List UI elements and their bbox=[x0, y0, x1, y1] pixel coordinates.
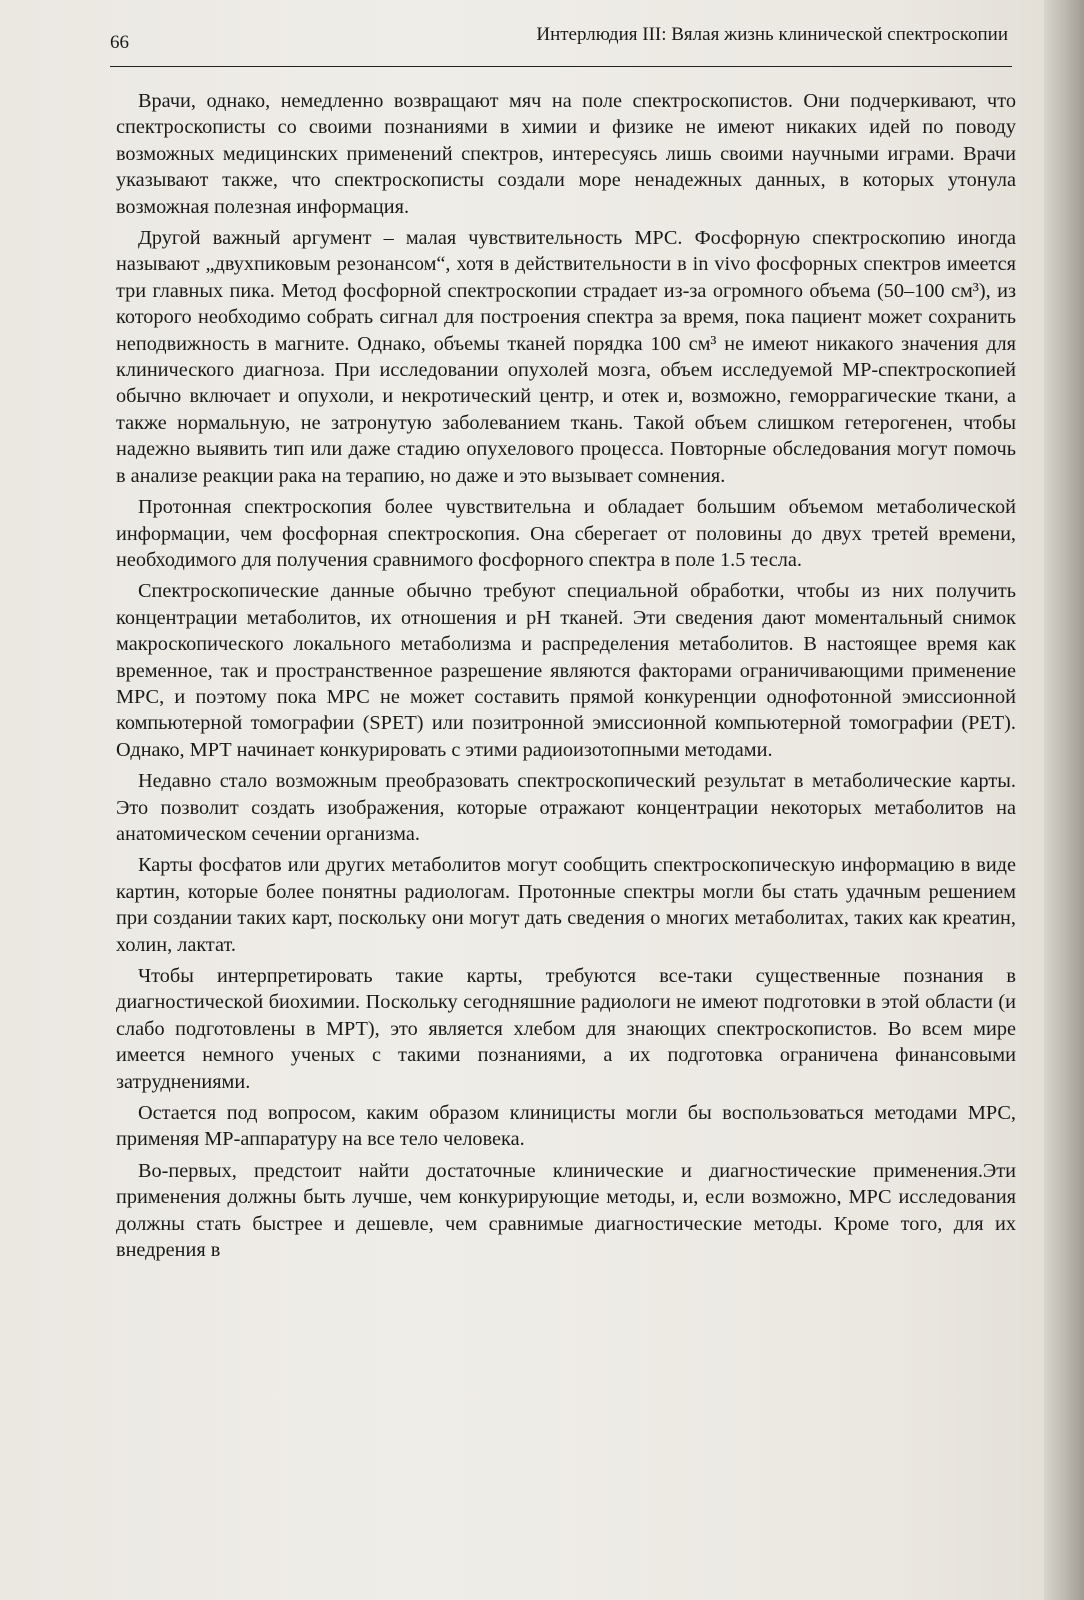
body-text bbox=[116, 88, 1016, 1268]
page-header bbox=[110, 22, 1012, 67]
paragraph-7: Чтобы интерпретировать такие карты, требуются все-таки существенные познания в диагностической биохимии. Поскольку сегодняшние радиологи не имеют подготовки в этой области (и слабо подготовлены в МРТ), это является хлебом для знающих спектроскопистов. Во всем мире имеется немного ученых с такими познаниями, а их подготовка ограничена финансовыми затруднениями. bbox=[116, 965, 1016, 1093]
paragraph-1: Врачи, однако, немедленно возвращают мяч на поле спектроскопистов. Они подчеркивают, что спектроскописты со своими познаниями в химии и физике не имеют никаких идей по поводу возможных медицинских применений спектров, интересуясь лишь своими научными играми. Врачи указывают также, что спектроскописты создали море ненадежных данных, в которых утонула возможная полезная информация. bbox=[116, 90, 1016, 218]
paragraph-6: Карты фосфатов или других метаболитов могут сообщить спектроскопическую информацию в виде картин, которые более понятны радиологам. Протонные спектры могли бы стать удачным решением при создании таких карт, поскольку они могут дать сведения о многих метаболитах, таких как креатин, холин, лактат. bbox=[116, 854, 1016, 956]
paragraph-8: Остается под вопросом, каким образом клиницисты могли бы воспользоваться методами МРС, применяя МР-аппаратуру на все тело человека. bbox=[116, 1102, 1016, 1151]
paragraph-5: Недавно стало возможным преобразовать спектроскопический результат в метаболические карты. Это позволит создать изображения, которые отражают концентрации некоторых метаболитов на анатомическом сечении организма. bbox=[116, 770, 1016, 845]
running-title: Интерлюдия III: Вялая жизнь клинической спектроскопии bbox=[536, 24, 1008, 45]
paragraph-9: Во-первых, предстоит найти достаточные клинические и диагностические применения.Эти применения должны быть лучше, чем конкурирующие методы, и, если возможно, МРС исследования должны стать быстрее и дешевле, чем сравнимые диагностические методы. Кроме того, для их внедрения в bbox=[116, 1159, 1016, 1262]
page-number: 66 bbox=[110, 32, 129, 53]
paragraph-2: Другой важный аргумент – малая чувствительность МРС. Фосфорную спектроскопию иногда называют „двухпиковым резонансом“, хотя в действительности в in vivo фосфорных спектров имеется три главных пика. Метод фосфорной спектроскопии страдает из-за огромного объема (50–100 см³), из которого необходимо собрать сигнал для построения спектра за время, пока пациент может сохранить неподвижность в магните. Однако, объемы тканей порядка 100 см³ не имеют никакого значения для клинического диагноза. При исследовании опухолей мозга, объем исследуемой МР-спектроскопией обычно включает и опухоли, и некротический центр, и отек и, возможно, геморрагические ткани, а также нормальную, не затронутую заболеванием ткань. Такой объем слишком гетерогенен, чтобы надежно выявить тип или даже стадию опухелового процесса. Повторные обследования могут помочь в анализе реакции рака на терапию, но даже и это вызывает сомнения. bbox=[116, 227, 1016, 487]
paragraph-3: Протонная спектроскопия более чувствительна и обладает большим объемом метаболической информации, чем фосфорная спектроскопия. Она сберегает от половины до двух третей времени, необходимого для получения сравнимого фосфорного спектра в поле 1.5 тесла. bbox=[116, 496, 1016, 571]
page-edge-shadow bbox=[1044, 0, 1084, 1600]
paragraph-4: Спектроскопические данные обычно требуют специальной обработки, чтобы из них получить концентрации метаболитов, их отношения и рН тканей. Эти сведения дают моментальный снимок макроскопического локального метаболизма и распределения метаболитов. В настоящее время как временное, так и пространственное разрешение являются факторами ограничивающими применение МРС, и поэтому пока МРС не может составить прямой конкуренции однофотонной эмиссионной компьютерной томографии (SPET) или позитронной эмиссионной компьютерной томографии (PET). Однако, МРТ начинает конкурировать с этими радиоизотопными методами. bbox=[116, 580, 1016, 761]
